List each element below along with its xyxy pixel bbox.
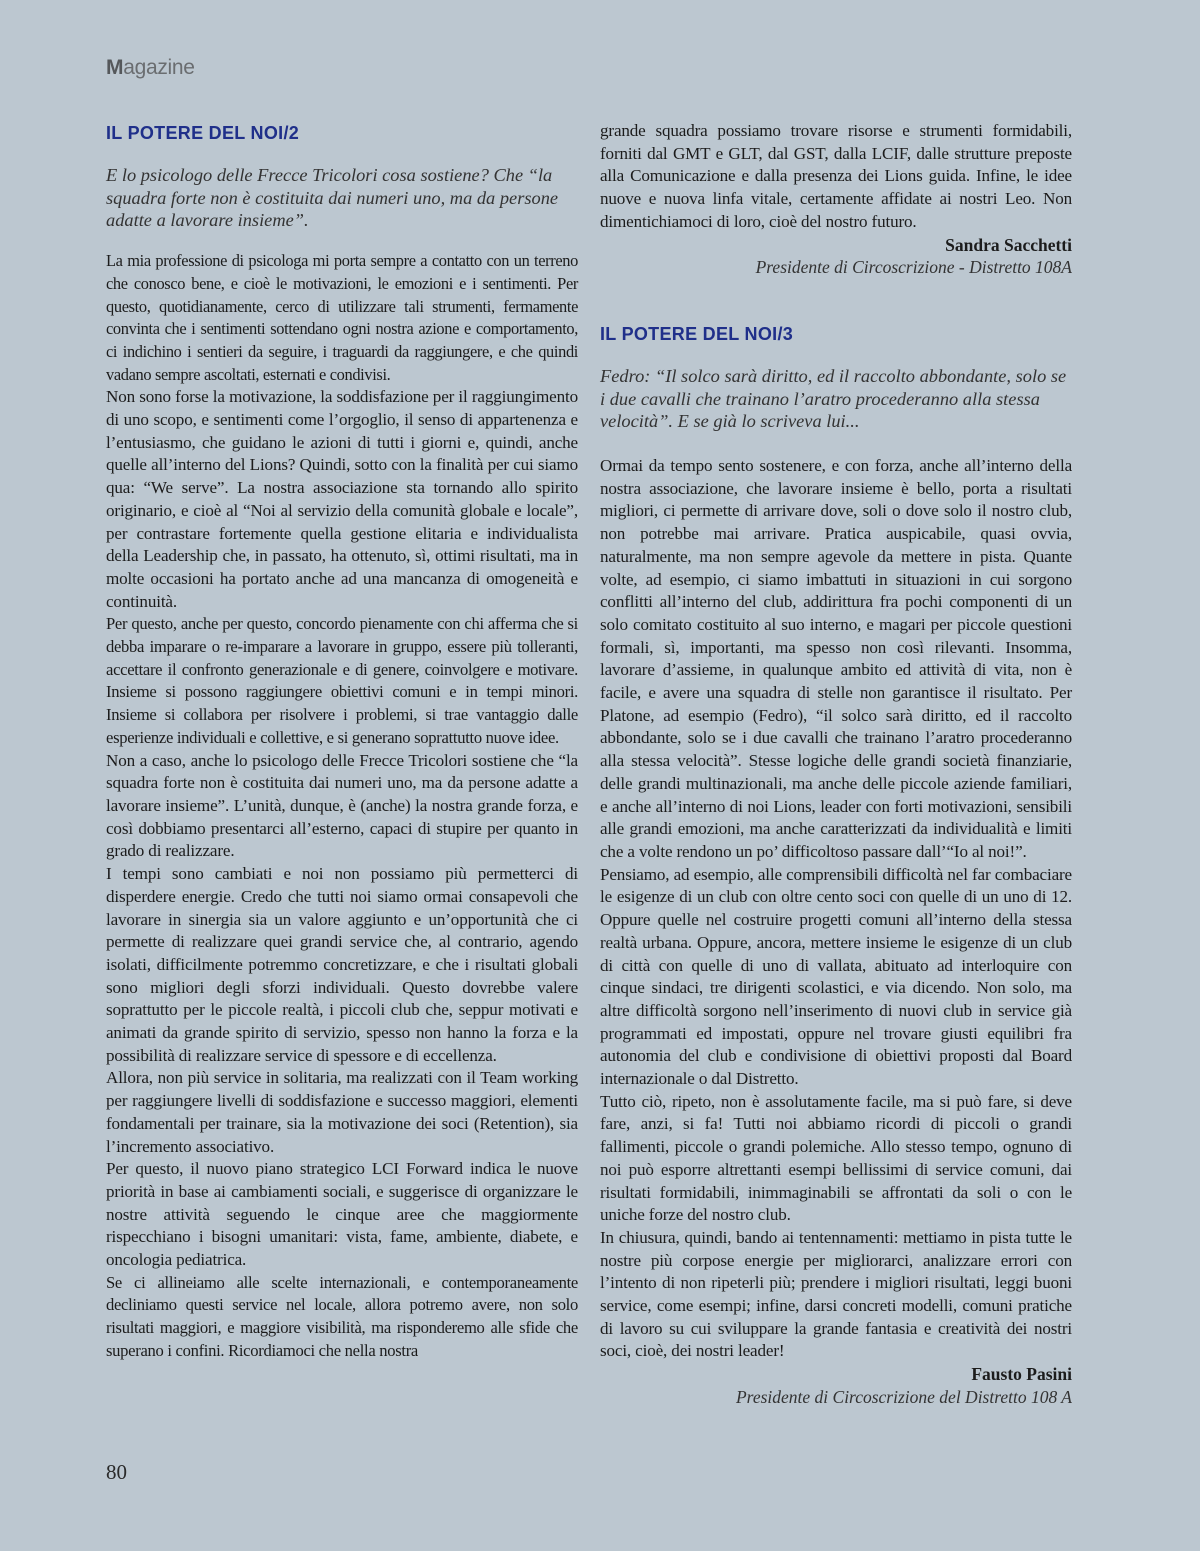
article2-paragraph: Tutto ciò, ripeto, non è assolutamente facile, ma si può fare, si deve fare, anzi, si fa! Tutti noi abbiamo ricordi di piccoli o grandi fallimenti, piccole o grandi polemiche. Allo stesso tempo, ognuno di noi può esporre altrettanti esempi bellissimi di service comuni, dai risultati formidabili, inimmaginabili se affrontati da soli o con le uniche forze del nostro club. — [600, 1091, 1072, 1225]
article1-paragraph: Per questo, anche per questo, concordo pienamente con chi afferma che si debba imparare o re-imparare a lavorare in gruppo, essere più tolleranti, accettare il confronto generazionale e di genere, coinvolgere e motivare. Insieme si possono raggiungere obiettivi comuni e in tempi minori. Insieme si collabora per risolvere i problemi, si trae vantaggio dalle esperienze individuali e collettive, e si generano soprattutto nuove idee. — [106, 614, 578, 747]
article1-paragraph: Se ci allineiamo alle scelte internazionali, e contemporaneamente decliniamo questi service nel locale, allora potremo avere, non solo risultati maggiori, e maggiore visibilità, ma risponderemo alle sfide che superano i confini. Ricordiamoci che nella nostra — [106, 1272, 578, 1360]
article1-paragraph-continuation: grande squadra possiamo trovare risorse e strumenti formidabili, forniti dal GMT e GLT, dal GST, dalla LCIF, dalle strutture preposte alla Comunicazione e dalla presenza dei Lions guida. Infine, le idee nuove e nuova linfa vitale, certamente affidate ai nostri Leo. Non dimentichiamoci di loro, cioè del nostro futuro. — [600, 121, 1072, 231]
page-number: 80 — [106, 1460, 127, 1484]
article2-paragraph: Pensiamo, ad esempio, alle comprensibili difficoltà nel far combaciare le esigenze di un club con oltre cento soci con quelle di un uno di 12. Oppure quelle nel costruire progetti comuni all’interno della stessa realtà urbana. Oppure, ancora, mettere insieme le esigenze di un club di città con quelle di uno di vallata, abituato ad interloquire con cinque sindaci, tre dirigenti scolastici, e via dicendo. Non solo, ma altre difficoltà sorgono nell’inserimento di nuovi club in service già programmati ed impostati, oppure nel trovare giusti equilibri fra autonomia del club e condivisione di obiettivi proposti dal Board internazionale o dal Distretto. — [600, 864, 1072, 1089]
article1-author: Sandra Sacchetti — [945, 234, 1072, 255]
article1-paragraph: I tempi sono cambiati e noi non possiamo più permetterci di disperdere energie. Credo che tutti noi siamo ormai consapevoli che lavorare in sinergia sia un valore aggiunto e un’opportunità che ci permette di realizzare quei grandi service che, al contrario, agendo isolati, difficilmente potremmo concretizzare, e che i risultati globali sono migliori degli sforzi individuali. Questo dovrebbe valere soprattutto per le piccole realtà, i piccoli club che, seppur motivati e animati da grande spirito di servizio, spesso non hanno la forza e la possibilità di realizzare service di spessore e di eccellenza. — [106, 864, 578, 1065]
article1-paragraph: Per questo, il nuovo piano strategico LCI Forward indica le nuove priorità in base ai cambiamenti sociali, e suggerisce di organizzare le nostre attività seguendo le cinque aree che maggiormente rispecchiano i bisogni umanitari: vista, fame, ambiente, diabete, e oncologia pediatrica. — [106, 1159, 578, 1270]
article1-paragraph: Non a caso, anche lo psicologo delle Frecce Tricolori sostiene che “la squadra forte non è costituita dai numeri uno, ma da persone adatte a lavorare insieme”. L’unità, dunque, è (anche) la nostra grande forza, e così dobbiamo presentarci all’esterno, capaci di stupire per quanto in grado di realizzare. — [106, 750, 578, 861]
article1-title: IL POTERE DEL NOI/2 — [106, 123, 300, 143]
article1-body-continuation — [600, 120, 1072, 234]
article2-paragraph: In chiusura, quindi, bando ai tentennamenti: mettiamo in pista tutte le nostre più corpose energie per migliorarci, analizzare errori con l’intento di non ripeterli più; prendere i migliori risultati, leggi buoni service, come esempi; infine, darsi concreti modelli, comuni pratiche di lavoro su cui sviluppare la grande fantasia e creatività dei nostri soci, cioè, dei nostri leader! — [600, 1227, 1072, 1361]
article2-paragraph: Ormai da tempo sento sostenere, e con forza, anche all’interno della nostra associazione, che lavorare insieme è bello, porta a risultati migliori, ci permette di arrivare dove, soli o dove solo il nostro club, non potrebbe mai arrivare. Pratica auspicabile, quasi ovvia, naturalmente, ma non sempre agevole da mettere in pista. Quante volte, ad esempio, ci siamo imbattuti in situazioni in cui sorgono conflitti all’interno del club, addirittura fra pochi componenti di un solo comitato costituito al suo interno, e magari per piccole questioni formali, sì, importanti, ma spesso non così rilevanti. Insomma, lavorare d’assieme, in qualunque ambito ed attività di vita, non è facile, e avere una squadra di stelle non garantisce il risultato. Per Platone, ad esempio (Fedro), “il solco sarà diritto, ed il raccolto abbondante, solo se i due cavalli che trainano l’aratro procederanno alla stessa velocità”. Stesse logiche delle grandi società finanziarie, delle grandi multinazionali, ma anche delle piccole aziende familiari, e anche all’interno di noi Lions, leader con forti motivazioni, sensibili alle grandi emozioni, ma anche caratterizzati da individualità e limiti che a volte rendono un po’ difficoltoso passare dall’“Io al noi!”. — [600, 456, 1072, 861]
article1-intro: E lo psicologo delle Frecce Tricolori cosa sostiene? Che “la squadra forte non è costituita dai numeri uno, ma da persone adatte a lavorare insieme”. — [106, 165, 559, 231]
article2-body — [600, 455, 1072, 1363]
magazine-label-rest: agazine — [123, 56, 195, 79]
article2-title: IL POTERE DEL NOI/3 — [600, 323, 794, 344]
article1-author-role: Presidente di Circoscrizione - Distretto 108A — [755, 257, 1072, 278]
left-column — [106, 120, 578, 1363]
article1-paragraph: Non sono forse la motivazione, la soddisfazione per il raggiungimento di uno scopo, e sentimenti come l’orgoglio, il senso di appartenenza e l’entusiasmo, che guidano le azioni di tutti i giorni e, quindi, anche quelle all’interno del Lions? Quindi, sotto con la finalità per cui siamo qua: “We serve”. La nostra associazione sta tornando allo spirito originario, e cioè al “Noi al servizio della comunità globale e locale”, per contrastare fortemente quella gestione elitaria e individualista della Leadership che, in passato, ha ottenuto, sì, ottimi risultati, ma in molte occasioni ha portato anche ad una mancanza di omogeneità e continuità. — [106, 387, 578, 611]
article2-intro: Fedro: “Il solco sarà diritto, ed il raccolto abbondante, solo se i due cavalli che trainano l’aratro procederanno alla stessa velocità”. E se già lo scriveva lui... — [600, 365, 1067, 432]
article1-paragraph: Allora, non più service in solitaria, ma realizzati con il Team working per raggiungere livelli di soddisfazione e successo maggiori, elementi fondamentali per trainare, sia la motivazione dei soci (Retention), sia l’incremento associativo. — [106, 1068, 578, 1156]
article2-author: Fausto Pasini — [971, 1364, 1072, 1385]
article1-body — [106, 250, 578, 1362]
article2-author-role: Presidente di Circoscrizione del Distretto 108 A — [735, 1386, 1072, 1407]
article1-paragraph: La mia professione di psicologa mi porta sempre a contatto con un terreno che conosco bene, e cioè le motivazioni, le emozioni e i sentimenti. Per questo, quotidianamente, cerco di utilizzare tali strumenti, fermamente convinta che i sentimenti sottendano ogni nostra azione e comportamento, ci indichino i sentieri da seguire, i traguardi da raggiungere, e che quindi vadano sempre ascoltati, esternati e condivisi. — [106, 251, 578, 384]
magazine-label — [106, 56, 195, 80]
right-column — [600, 120, 1072, 1409]
magazine-label-initial: M — [106, 56, 124, 79]
